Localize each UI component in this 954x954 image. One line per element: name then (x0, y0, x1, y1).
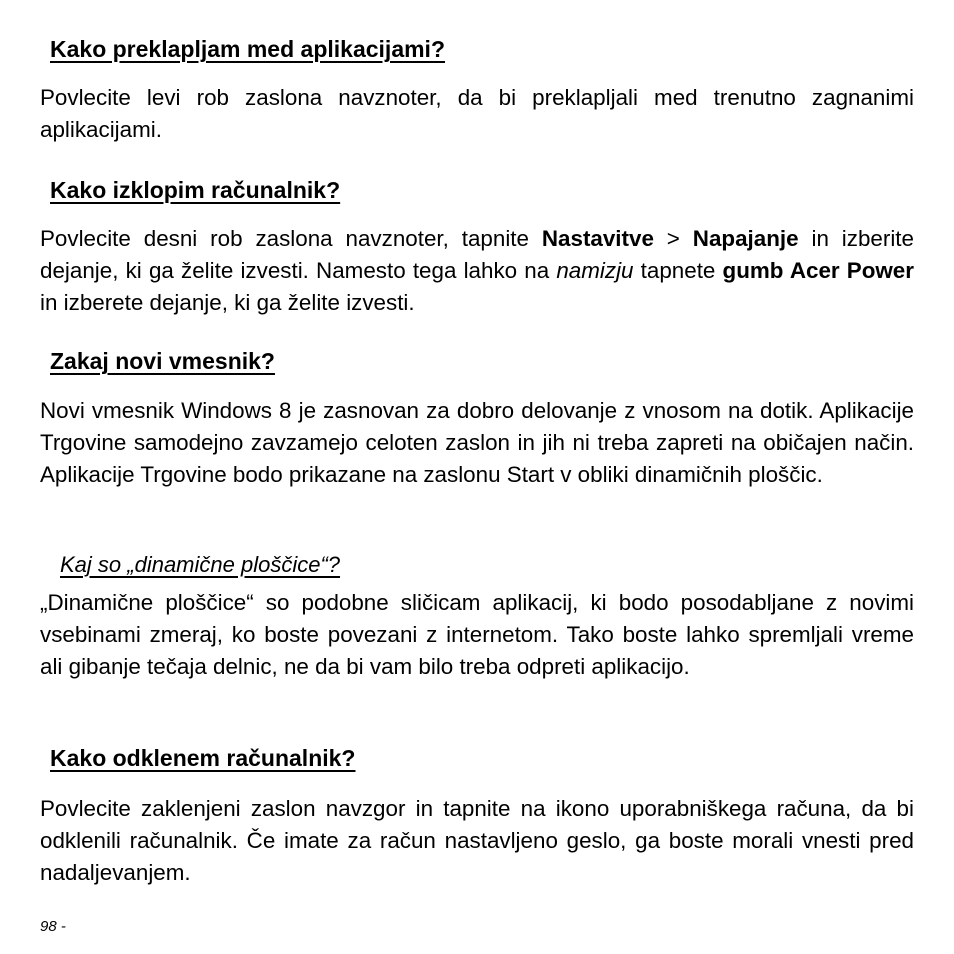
section-heading (40, 34, 445, 64)
page-number: 98 - (40, 918, 66, 935)
italic-term-desktop: namizju (556, 258, 634, 284)
body-text: in izberete dejanje, ki ga želite izvesti. (40, 290, 415, 316)
section-body: Povlecite zaklenjeni zaslon navzgor in tapnite na ikono uporabniškega računa, da bi odklenili računalnik. Če imate za račun nastavljeno geslo, ga boste morali vnesti pred nadaljevanjem. (40, 796, 914, 886)
heading-text: Zakaj novi vmesnik? (50, 348, 275, 374)
section-heading (40, 346, 275, 376)
section-body (40, 223, 914, 320)
section-heading (40, 175, 340, 205)
heading-text: Kako preklapljam med aplikacijami? (50, 36, 445, 62)
body-text: tapnete (633, 258, 723, 284)
bold-term-settings: Nastavitve (541, 226, 654, 251)
bold-term-power: Napajanje (692, 226, 799, 251)
section-body: „Dinamične ploščice“ so podobne sličicam aplikacij, ki bodo posodabljane z novimi vsebinami zmeraj, ko boste povezani z internetom. Tako boste lahko spremljali vreme ali gibanje tečaja delnic, ne da bi vam bilo treba odpreti aplikacijo. (40, 590, 914, 680)
body-text: > (653, 226, 693, 251)
section-body: Novi vmesnik Windows 8 je zasnovan za dobro delovanje z vnosom na dotik. Aplikacije Trgovine samodejno zavzamejo celoten zaslon in jih ni treba zapreti na običajen način. Aplikacije Trgovine bodo prikazane na zaslonu Start v obliki dinamičnih ploščic. (40, 398, 914, 488)
section-body: Povlecite levi rob zaslona navznoter, da bi preklapljali med trenutno zagnanimi aplikacijami. (40, 85, 914, 143)
section-subheading (40, 551, 340, 579)
bold-term-power-button: gumb Acer Power (722, 258, 914, 284)
body-text: in izberite dejanje, ki ga želite izvesti. Namesto tega lahko na (40, 226, 914, 284)
heading-text: Kako odklenem računalnik? (50, 745, 356, 771)
section-heading (40, 743, 355, 773)
subheading-text: Kaj so „dinamične ploščice“? (60, 552, 341, 577)
body-text: Povlecite desni rob zaslona navznoter, tapnite (40, 226, 542, 251)
heading-text: Kako izklopim računalnik? (50, 177, 341, 203)
